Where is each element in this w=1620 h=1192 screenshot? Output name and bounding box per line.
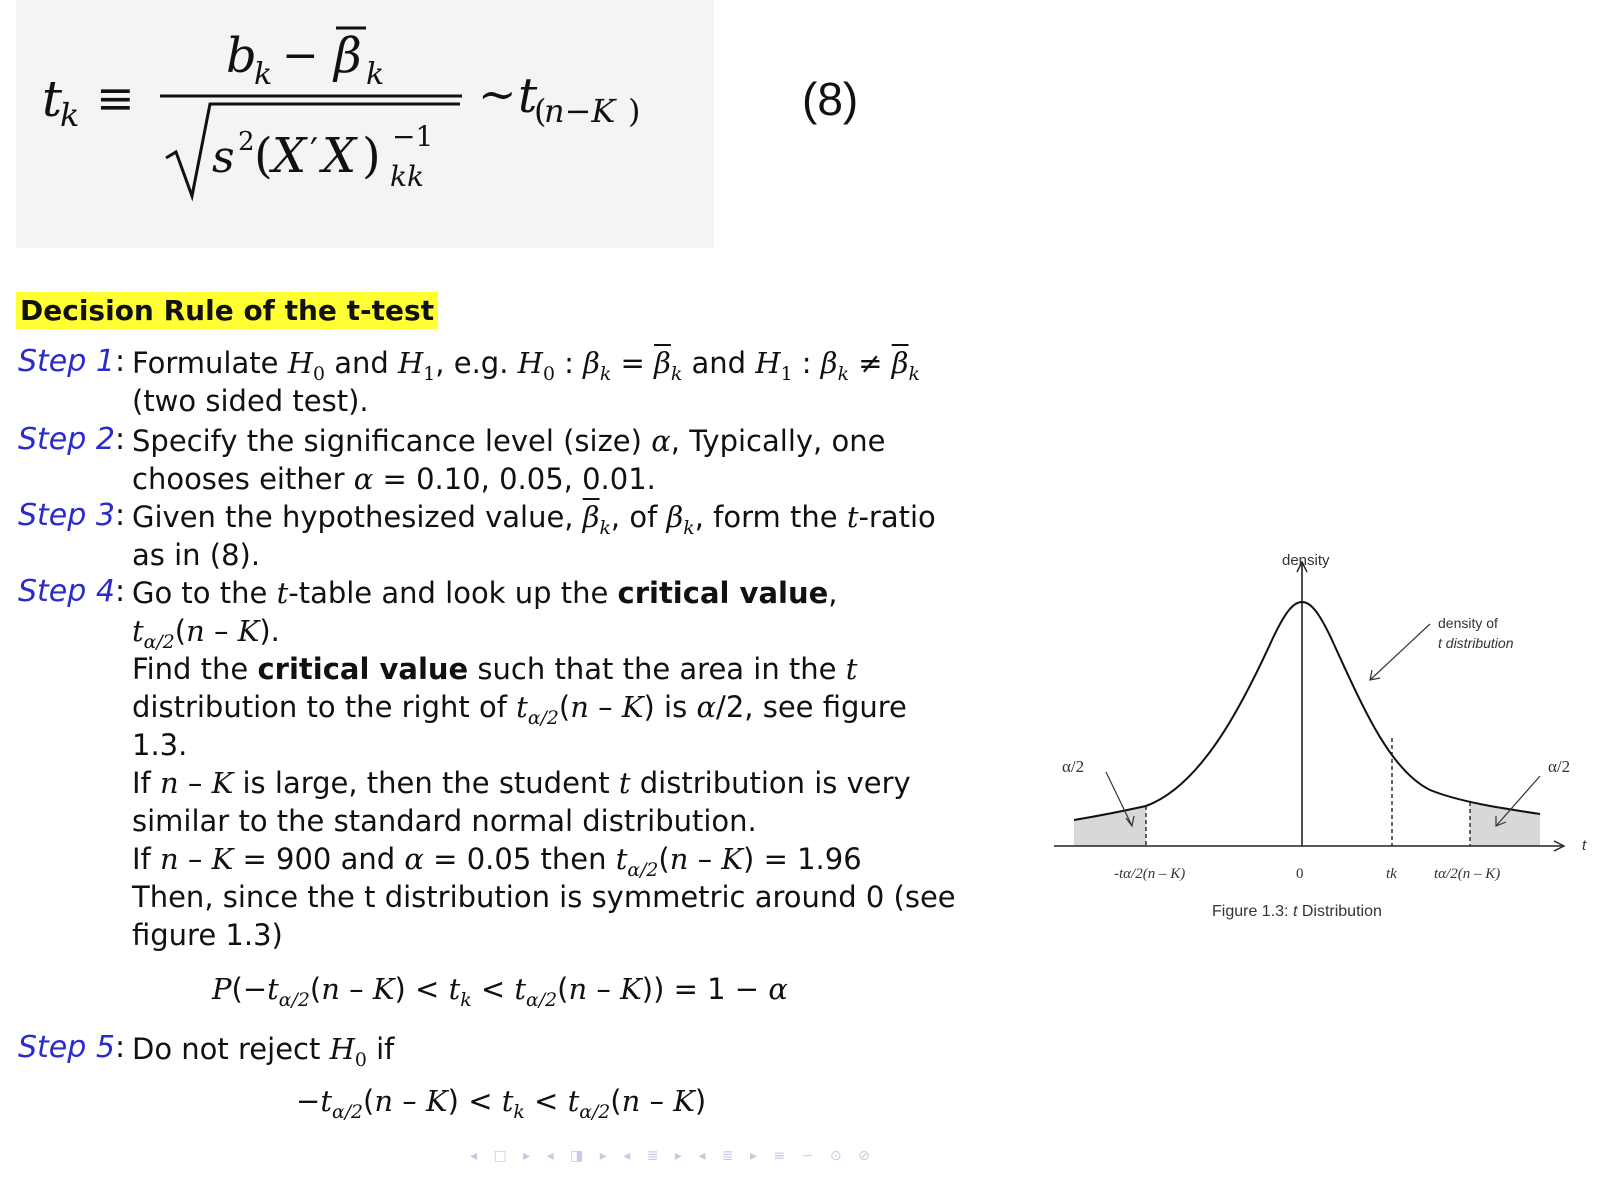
density-annotation-arrow <box>1370 624 1430 680</box>
svg-text:(: ( <box>254 128 273 184</box>
t-distribution-plot <box>1050 550 1610 940</box>
step-4-line-7: similar to the standard normal distribution. <box>132 804 757 838</box>
tick-zero: 0 <box>1296 866 1304 882</box>
curve-annotation-2: t distribution <box>1438 635 1514 651</box>
step-5-label: Step 5: <box>18 1030 126 1065</box>
svg-text:X: X <box>272 128 307 184</box>
svg-text:k: k <box>366 57 385 92</box>
probability-equation: $P(-t_{\alpha/2}(n - K) < t_k < t_{\alpha/2}(n - K)) = 1 - \alpha$ <box>212 972 788 1011</box>
acceptance-region-equation: $-t_{\alpha/2}(n - K) < t_k < t_{\alpha/2}(n - K)$ <box>296 1084 707 1123</box>
svg-text:): ) <box>362 128 381 184</box>
svg-text:≡: ≡ <box>96 71 135 125</box>
beamer-navigation-icons[interactable]: ◂ □ ▸ ◂ ◨ ▸ ◂ ≣ ▸ ◂ ≣ ▸ ≡ ∽ ⊙ ⊘ <box>470 1148 876 1164</box>
tick-tk: tk <box>1386 866 1397 882</box>
svg-text:β: β <box>334 28 362 84</box>
svg-text:): ) <box>628 92 641 130</box>
step-1-label: Step 1: <box>18 344 126 379</box>
step-4-label: Step 4: <box>18 574 126 609</box>
svg-text:t: t <box>42 70 63 128</box>
svg-text:−: − <box>282 30 319 81</box>
step-5-line-1: Do not reject $H_0$ if <box>132 1032 395 1071</box>
left-tail-area <box>1074 806 1146 846</box>
step-3-line-2: as in (8). <box>132 538 261 572</box>
step-4-line-6: If n – K is large, then the student t distribution is very <box>132 766 911 800</box>
x-axis-label: t <box>1582 837 1587 854</box>
svg-text:n−K: n−K <box>544 92 616 130</box>
equation-8-formula <box>16 0 714 248</box>
svg-text:(: ( <box>534 92 547 130</box>
svg-text:−1: −1 <box>392 120 434 153</box>
equation-box <box>16 0 714 248</box>
svg-text:2: 2 <box>238 127 255 157</box>
tick-pos-critical: tα/2(n – K) <box>1434 866 1501 882</box>
t-distribution-figure <box>1050 550 1610 944</box>
svg-text:∼: ∼ <box>478 67 517 121</box>
tick-neg-critical: -tα/2(n – K) <box>1114 866 1186 882</box>
step-2-line-1: Specify the significance level (size) α, Typically, one <box>132 424 886 458</box>
svg-text:b: b <box>226 28 257 84</box>
y-axis-label: density <box>1282 552 1330 569</box>
step-2-label: Step 2: <box>18 422 126 457</box>
svg-text:kk: kk <box>390 160 424 193</box>
svg-text:X: X <box>322 128 357 184</box>
figure-caption: Figure 1.3: t Distribution <box>1212 903 1382 920</box>
step-4-line-3: Find the critical value such that the area in the t <box>132 652 858 686</box>
step-4-line-9: Then, since the t distribution is symmetric around 0 (see <box>132 880 956 914</box>
step-4-line-4: distribution to the right of $t_{\alpha/2}(n - K)$ is α/2, see figure <box>132 690 907 729</box>
step-4-line-8: If n – K = 900 and α = 0.05 then $t_{\alpha/2}(n - K) = 1.96$ <box>132 842 862 881</box>
svg-text:s: s <box>212 132 235 183</box>
alpha-right-label: α/2 <box>1548 757 1571 776</box>
svg-text:t: t <box>518 68 538 124</box>
step-2-line-2: chooses either α = 0.10, 0.05, 0.01. <box>132 462 656 496</box>
step-1-line-1: Formulate $H_0$ and $H_1$, e.g. $H_0$ : $\beta_k = \overline{\beta}_k$ and $H_1$ : $\beta_k \ne \overline{\beta}_k$ <box>132 346 920 385</box>
svg-text:k: k <box>254 57 273 92</box>
step-1-line-2: (two sided test). <box>132 384 369 418</box>
step-4-line-2: $t_{\alpha/2}(n - K)$. <box>132 614 280 653</box>
svg-text:′: ′ <box>310 132 319 173</box>
curve-annotation-1: density of <box>1438 615 1498 631</box>
step-4-line-1: Go to the t-table and look up the critical value, <box>132 576 838 610</box>
step-4-line-5: 1.3. <box>132 728 188 762</box>
section-heading: Decision Rule of the t-test <box>16 292 438 329</box>
alpha-left-label: α/2 <box>1062 757 1085 776</box>
step-3-line-1: Given the hypothesized value, $\overline{\beta}_k$, of $\beta_k$, form the t-ratio <box>132 500 936 539</box>
svg-text:k: k <box>60 96 80 134</box>
step-4-line-10: figure 1.3) <box>132 918 283 952</box>
equation-number: (8) <box>802 73 859 125</box>
step-3-label: Step 3: <box>18 498 126 533</box>
